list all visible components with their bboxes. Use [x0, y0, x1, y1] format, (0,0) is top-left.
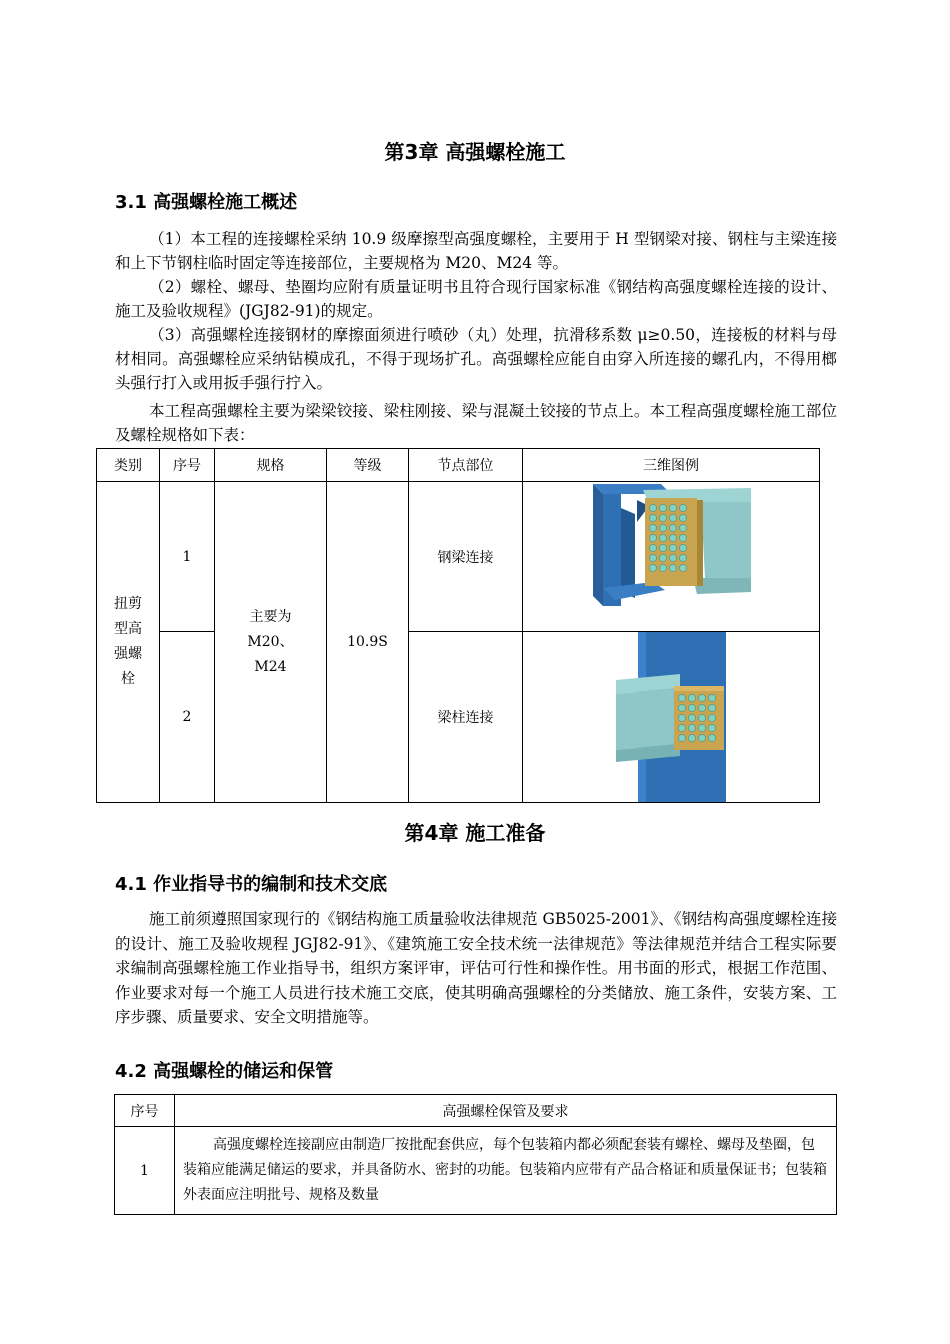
header-no: 序号	[160, 449, 215, 482]
figure-cell	[523, 632, 820, 803]
table-header-row	[115, 1095, 837, 1127]
beam-column-3d-illustration	[616, 632, 731, 802]
section-3-1-heading: 3.1 高强螺栓施工概述	[115, 192, 298, 213]
chapter-3-title: 第3章 高强螺栓施工	[384, 140, 566, 164]
header-grade: 等级	[327, 449, 409, 482]
table-row	[97, 632, 820, 803]
header-no: 序号	[115, 1095, 175, 1127]
requirement-text-cell: 高强度螺栓连接副应由制造厂按批配套供应，每个包装箱内都必须配套装有螺栓、螺母及垫圈，包装箱应能满足储运的要求，并具备防水、密封的功能。包装箱内应带有产品合格证和质量保证书；包装箱外表面应注明批号、规格及数量	[175, 1127, 837, 1215]
position-cell: 钢梁连接	[409, 482, 523, 632]
paragraph-4: 本工程高强螺栓主要为梁梁铰接、梁柱刚接、梁与混凝土铰接的节点上。本工程高强度螺栓施工部位及螺栓规格如下表：	[115, 402, 837, 444]
figure-cell	[523, 482, 820, 632]
header-category: 类别	[97, 449, 160, 482]
row-no-cell: 1	[115, 1127, 175, 1215]
paragraph-2: （2）螺栓、螺母、垫圈均应附有质量证明书且符合现行国家标准《钢结构高强度螺栓连接的设计、施工及验收规程》(JGJ82-91)的规定。	[115, 278, 837, 320]
header-position: 节点部位	[409, 449, 523, 482]
paragraph-4-1: 施工前须遵照国家现行的《钢结构施工质量验收法律规范 GB5025-2001》、《钢结构高强度螺栓连接的设计、施工及验收规程 JGJ82-91》、《建筑施工安全技术统一法律规范》等法律规范并结合工程实际要求编制高强螺栓施工作业指导书，组织方案评审，评估可行性和操作性。用书面的形式，根据工作范围、作业要求对每一个施工人员进行技术施工交底，使其明确高强螺栓的分类储放、施工条件，安装方案、工序步骤、质量要求、安全文明措施等。	[115, 910, 837, 1026]
row-no-cell: 1	[160, 482, 215, 632]
header-3d-figure: 三维图例	[523, 449, 820, 482]
beam-splice-3d-illustration	[593, 478, 753, 621]
chapter-4-title: 第4章 施工准备	[404, 821, 546, 845]
category-cell: 扭剪型高强螺栓	[97, 482, 160, 803]
table-row	[115, 1127, 837, 1215]
section-4-1-heading: 4.1 作业指导书的编制和技术交底	[115, 874, 388, 895]
header-spec: 规格	[215, 449, 327, 482]
table-header-row	[97, 449, 820, 482]
section-4-2-heading: 4.2 高强螺栓的储运和保管	[115, 1061, 334, 1082]
spec-cell: 主要为M20、M24	[215, 482, 327, 803]
paragraph-3: （3）高强螺栓连接钢材的摩擦面须进行喷砂（丸）处理，抗滑移系数 μ≥0.50，连接板的材料与母材相同。高强螺栓应采纳钻模成孔，不得于现场扩孔。高强螺栓应能自由穿入所连接的螺孔内，不得用榔头强行打入或用扳手强行拧入。	[115, 326, 837, 392]
storage-requirements-table	[114, 1094, 837, 1215]
position-cell: 梁柱连接	[409, 632, 523, 803]
table-row	[97, 482, 820, 632]
grade-cell: 10.9S	[327, 482, 409, 803]
bolt-spec-table	[96, 448, 820, 803]
row-no-cell: 2	[160, 632, 215, 803]
paragraph-1: （1）本工程的连接螺栓采纳 10.9 级摩擦型高强度螺栓，主要用于 H 型钢梁对接、钢柱与主梁连接和上下节钢柱临时固定等连接部位，主要规格为 M20、M24 等。	[115, 230, 837, 272]
header-requirements: 高强螺栓保管及要求	[175, 1095, 837, 1127]
